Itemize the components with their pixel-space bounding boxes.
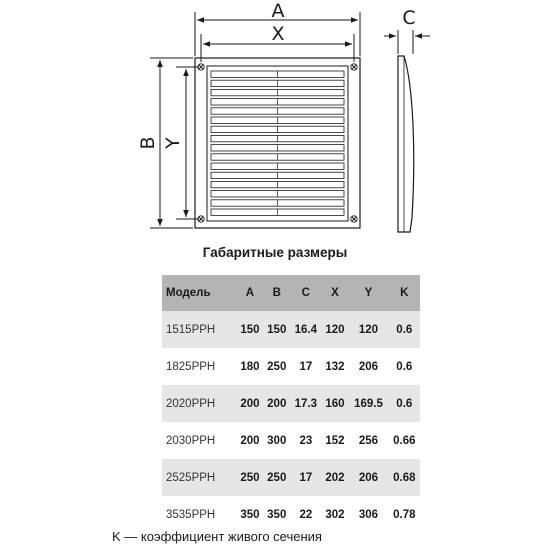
dimension-c-label: C [402,7,416,29]
cell-x: 202 [322,459,349,496]
cell-model: 1515PPH [162,311,236,348]
cell-y: 169.5 [348,385,388,422]
cell-c: 17 [299,360,313,373]
cell-b: 300 [267,434,287,447]
cell-a: 150 [236,311,263,348]
cell-x: 160 [322,385,349,422]
grille-technical-drawing [0,0,550,240]
cell-c: 23 [299,434,313,447]
cell-b: 350 [267,508,287,521]
cell-b: 250 [263,459,290,496]
cell-x: 120 [322,311,349,348]
cell-c: 17.3 [290,385,321,422]
cell-k: 0.66 [393,434,416,447]
dimension-x-label: X [271,23,285,45]
dimensions-table [162,275,420,533]
header-c: C [290,275,321,311]
cell-model: 2525PPH [162,459,236,496]
cell-k: 0.6 [389,385,420,422]
header-a: A [236,275,263,311]
cell-a: 350 [240,508,260,521]
dimension-a-label: A [271,0,285,22]
table-header-row [162,275,420,311]
cell-model: 3535PPH [166,508,216,521]
dimension-b-label: B [137,136,159,150]
cell-k: 0.78 [393,508,416,521]
cell-k: 0.6 [389,311,420,348]
cell-a: 180 [240,360,260,373]
dimension-y-label: Y [162,137,184,149]
cell-y: 256 [358,434,379,447]
cell-model: 2020PPH [162,385,236,422]
cell-c: 17 [290,459,321,496]
cell-y: 306 [358,508,379,521]
footnote: K — коэффициент живого сечения [112,529,322,544]
table-row [162,459,420,496]
cell-c: 22 [299,508,313,521]
header-x: X [322,275,349,311]
cell-b: 200 [263,385,290,422]
cell-x: 132 [325,360,345,373]
cell-b: 150 [263,311,290,348]
table-row [162,311,420,348]
cell-k: 0.6 [396,360,413,373]
grille-side-profile [398,56,414,232]
cell-y: 206 [348,459,388,496]
cell-a: 200 [240,434,260,447]
table-row [162,348,420,385]
cell-model: 1825PPH [166,360,216,373]
cell-a: 200 [236,385,263,422]
cell-x: 302 [325,508,345,521]
header-k: K [389,275,420,311]
header-b: B [263,275,290,311]
table-row [162,496,420,533]
cell-k: 0.68 [389,459,420,496]
cell-c: 16.4 [290,311,321,348]
cell-b: 250 [267,360,287,373]
cell-y: 206 [358,360,379,373]
header-model: Модель [162,275,236,311]
table-row [162,422,420,459]
cell-a: 250 [236,459,263,496]
cell-model: 2030PPH [166,434,216,447]
table-title: Габаритные размеры [202,245,348,260]
header-y: Y [348,275,388,311]
table-row [162,385,420,422]
dimension-c [384,30,430,54]
cell-x: 152 [325,434,345,447]
cell-y: 120 [348,311,388,348]
